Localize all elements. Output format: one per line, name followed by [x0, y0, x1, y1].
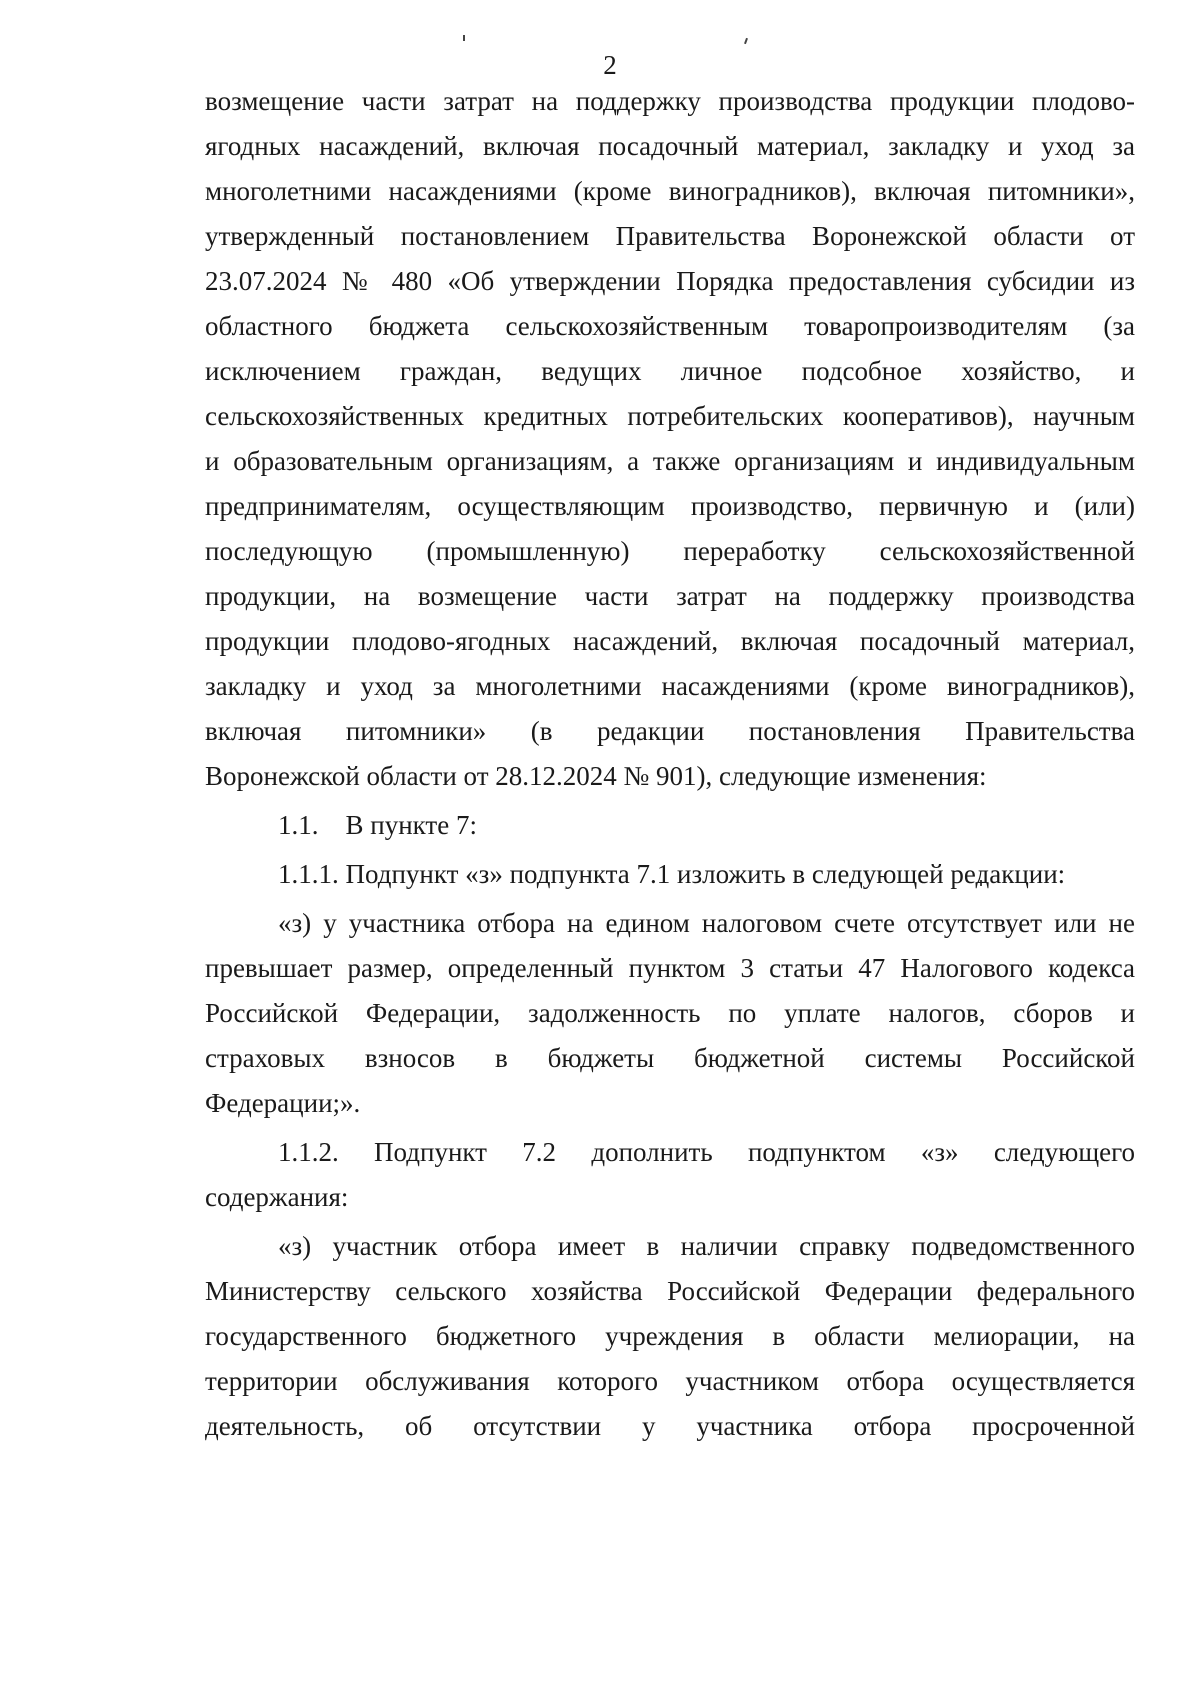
- text-line: Министерству сельского хозяйства Российской Федерации федерального: [205, 1276, 1135, 1306]
- text-line: исключением граждан, ведущих личное подсобное хозяйство, и: [205, 356, 1135, 386]
- text-line: областного бюджета сельскохозяйственным товаропроизводителям (за: [205, 311, 1135, 341]
- item-heading: 1.1.2. Подпункт 7.2 дополнить подпунктом «з» следующего: [278, 1137, 1135, 1167]
- text-line: продукции плодово-ягодных насаждений, включая посадочный материал,: [205, 626, 1135, 656]
- text-line: 23.07.2024 № 480 «Об утверждении Порядка предоставления субсидии из: [205, 266, 1135, 296]
- text-line: включая питомники» (в редакции постановления Правительства: [205, 716, 1135, 746]
- text-line: страховых взносов в бюджеты бюджетной системы Российской: [205, 1043, 1135, 1073]
- scan-speck: [463, 35, 465, 41]
- text-line: Федерации;».: [205, 1088, 361, 1118]
- text-line: «з) участник отбора имеет в наличии справку подведомственного: [278, 1231, 1135, 1261]
- text-line: деятельность, об отсутствии у участника отбора просроченной: [205, 1411, 1135, 1441]
- text-line: Российской Федерации, задолженность по уплате налогов, сборов и: [205, 998, 1135, 1028]
- text-line: предпринимателям, осуществляющим производство, первичную и (или): [205, 491, 1135, 521]
- text-line: территории обслуживания которого участником отбора осуществляется: [205, 1366, 1135, 1396]
- text-line: превышает размер, определенный пунктом 3 статьи 47 Налогового кодекса: [205, 953, 1135, 983]
- text-line: закладку и уход за многолетними насаждениями (кроме виноградников),: [205, 671, 1135, 701]
- page-number: 2: [603, 50, 617, 80]
- text-line: последующую (промышленную) переработку сельскохозяйственной: [205, 536, 1135, 566]
- scan-speck: [744, 38, 748, 44]
- item-heading: 1.1. В пункте 7:: [278, 810, 477, 840]
- text-line: «з) у участника отбора на едином налоговом счете отсутствует или не: [278, 908, 1135, 938]
- text-line: и образовательным организациям, а также организациям и индивидуальным: [205, 446, 1135, 476]
- text-line: сельскохозяйственных кредитных потребительских кооперативов), научным: [205, 401, 1135, 431]
- text-line: содержания:: [205, 1182, 349, 1212]
- item-heading: 1.1.1. Подпункт «з» подпункта 7.1 изложить в следующей редакции:: [278, 859, 1066, 889]
- text-line: ягодных насаждений, включая посадочный материал, закладку и уход за: [205, 131, 1135, 161]
- text-line: многолетними насаждениями (кроме виноградников), включая питомники»,: [205, 176, 1135, 206]
- text-line: возмещение части затрат на поддержку производства продукции плодово-: [205, 86, 1135, 116]
- text-line: утвержденный постановлением Правительства Воронежской области от: [205, 221, 1135, 251]
- text-line: продукции, на возмещение части затрат на поддержку производства: [205, 581, 1135, 611]
- text-line: Воронежской области от 28.12.2024 № 901), следующие изменения:: [205, 761, 987, 791]
- text-line: государственного бюджетного учреждения в области мелиорации, на: [205, 1321, 1135, 1351]
